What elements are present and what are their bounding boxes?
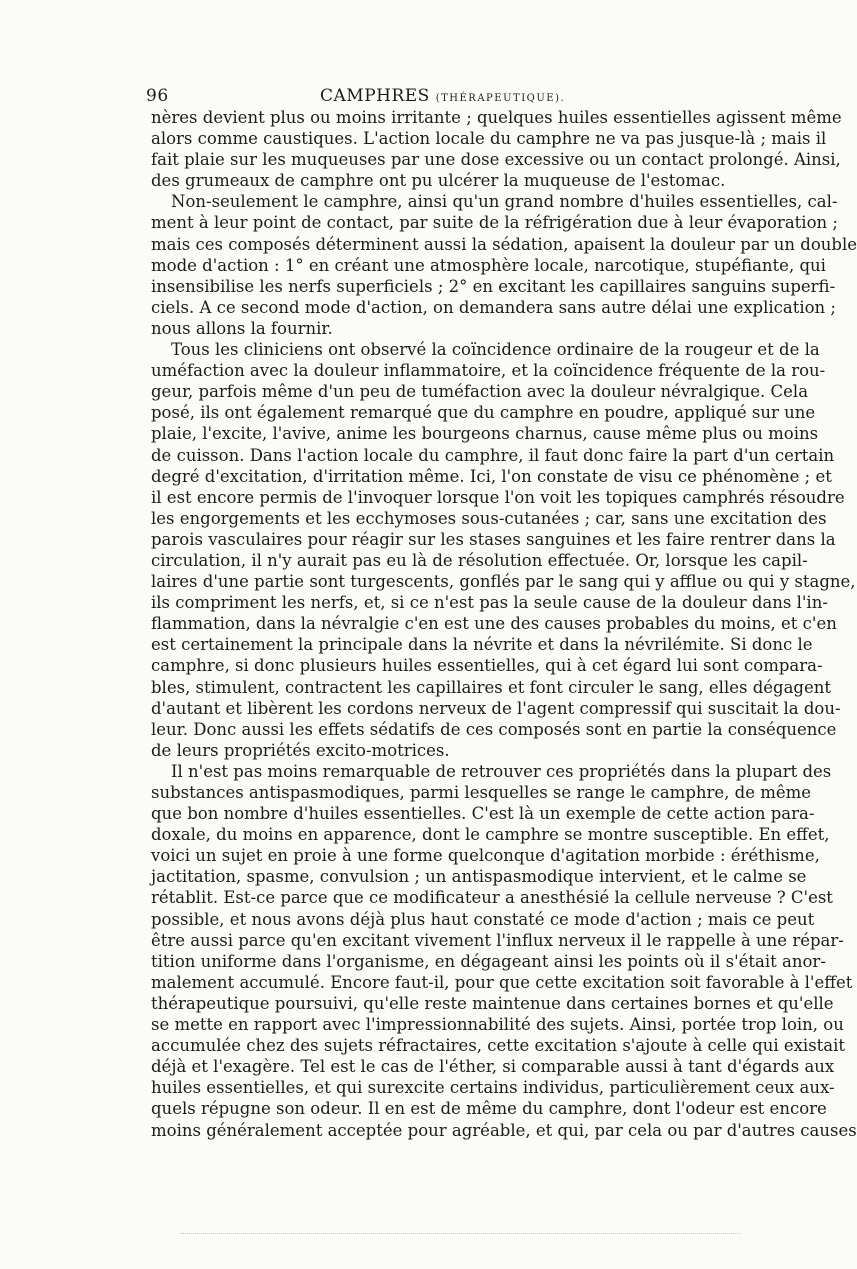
text-line: plaie, l'excite, l'avive, anime les bourgeons charnus, cause même plus ou moins [151,424,819,444]
text-line: laires d'une partie sont turgescents, gonflés par le sang qui y afflue ou qui y stagne, [151,572,856,592]
page-body-text [151,107,857,1141]
text-line: être aussi parce qu'en excitant vivement l'influx nerveux il le rappelle à une répar- [151,930,844,950]
text-line: jactitation, spasme, convulsion ; un antispasmodique intervient, et le calme se [151,867,807,887]
text-line: moins généralement acceptée pour agréable, et qui, par cela ou par d'autres causes [151,1120,857,1140]
text-line: tition uniforme dans l'organisme, en dégageant ainsi les points où il s'était anor- [151,951,826,971]
text-line: substances antispasmodiques, parmi lesquelles se range le camphre, de même [151,783,812,802]
text-line: malement accumulé. Encore faut-il, pour que cette excitation soit favorable à l'effet [151,972,853,992]
text-line: parois vasculaires pour réagir sur les stases sanguines et les faire rentrer dans la [151,529,836,549]
text-line: nères devient plus ou moins irritante ; quelques huiles essentielles agissent même [151,108,842,127]
text-line: bles, stimulent, contractent les capillaires et font circuler le sang, elles dégagent [151,677,832,697]
text-line: possible, et nous avons déjà plus haut constaté ce mode d'action ; mais ce peut [151,909,815,929]
text-line: geur, parfois même d'un peu de tuméfaction avec la douleur névralgique. Cela [151,382,809,402]
running-title-main: CAMPHRES [320,86,430,106]
text-line: alors comme caustiques. L'action locale du camphre ne va pas jusque-là ; mais il [151,129,827,149]
paragraph-start-line: Il n'est pas moins remarquable de retrouver ces propriétés dans la plupart des [171,761,832,781]
text-line: de leurs propriétés excito-motrices. [151,740,450,760]
text-line: fait plaie sur les muqueuses par une dose excessive ou un contact prolongé. Ainsi, [151,150,841,170]
text-line: thérapeutique poursuivi, qu'elle reste maintenue dans certaines bornes et qu'elle [151,993,834,1013]
text-line: il est encore permis de l'invoquer lorsque l'on voit les topiques camphrés résoudre [151,487,845,507]
text-line: doxale, du moins en apparence, dont le camphre se montre susceptible. En effet, [151,825,830,845]
text-line: se mette en rapport avec l'impressionnabilité des sujets. Ainsi, portée trop loin, ou [151,1015,844,1035]
text-line: leur. Donc aussi les effets sédatifs de ces composés sont en partie la conséquence [151,719,837,739]
text-line: insensibilise les nerfs superficiels ; 2° en excitant les capillaires sanguins superfi- [151,276,836,296]
text-line: ment à leur point de contact, par suite de la réfrigération due à leur évaporation ; [151,213,838,233]
paragraph-start-line: Tous les cliniciens ont observé la coïncidence ordinaire de la rougeur et de la [171,340,820,360]
paragraph-start-line: Non-seulement le camphre, ainsi qu'un grand nombre d'huiles essentielles, cal- [171,192,838,212]
text-line: circulation, il n'y aurait pas eu là de résolution effectuée. Or, lorsque les capil- [151,550,808,570]
text-line: d'autant et libèrent les cordons nerveux de l'agent compressif qui suscitait la dou- [151,698,841,718]
text-line: déjà et l'exagère. Tel est le cas de l'éther, si comparable aussi à tant d'égards aux [151,1057,835,1077]
text-line: les engorgements et les ecchymoses sous-cutanées ; car, sans une excitation des [151,508,827,528]
text-line: ciels. A ce second mode d'action, on demandera sans autre délai une explication ; [151,297,836,317]
text-line: accumulée chez des sujets réfractaires, cette excitation s'ajoute à celle qui existait [151,1036,846,1056]
text-line: est certainement la principale dans la névrite et dans la névrilémite. Si donc le [151,635,813,655]
text-line: nous allons la fournir. [151,318,333,338]
text-line: que bon nombre d'huiles essentielles. C'est là un exemple de cette action para- [151,804,815,824]
text-line: ils compriment les nerfs, et, si ce n'est pas la seule cause de la douleur dans l'in- [151,593,828,613]
text-line: camphre, si donc plusieurs huiles essentielles, qui à cet égard lui sont compara- [151,656,823,676]
text-line: des grumeaux de camphre ont pu ulcérer la muqueuse de l'estomac. [151,171,726,191]
text-line: mais ces composés déterminent aussi la sédation, apaisent la douleur par un double [151,234,857,254]
text-line: mode d'action : 1° en créant une atmosphère locale, narcotique, stupéfiante, qui [151,255,826,275]
text-line: degré d'excitation, d'irritation même. Ici, l'on constate de visu ce phénomène ; et [151,466,832,486]
text-line: uméfaction avec la douleur inflammatoire, et la coïncidence fréquente de la rou- [151,361,826,381]
text-line: de cuisson. Dans l'action locale du camphre, il faut donc faire la part d'un certain [151,445,835,465]
page-number: 96 [146,86,169,106]
text-line: quels répugne son odeur. Il en est de même du camphre, dont l'odeur est encore [151,1099,827,1119]
text-line: posé, ils ont également remarqué que du camphre en poudre, appliqué sur une [151,403,816,423]
running-title-subtitle: (THÉRAPEUTIQUE). [435,93,566,104]
text-line: voici un sujet en proie à une forme quelconque d'agitation morbide : éréthisme, [151,846,820,866]
text-line: huiles essentielles, et qui surexcite certains individus, particulièrement ceux aux- [151,1078,835,1098]
text-line: flammation, dans la névralgie c'en est une des causes probables du moins, et c'en [151,614,837,634]
bottom-divider [180,1233,740,1234]
text-line: rétablit. Est-ce parce que ce modificateur a anesthésié la cellule nerveuse ? C'est [151,888,833,908]
running-title [320,86,565,106]
